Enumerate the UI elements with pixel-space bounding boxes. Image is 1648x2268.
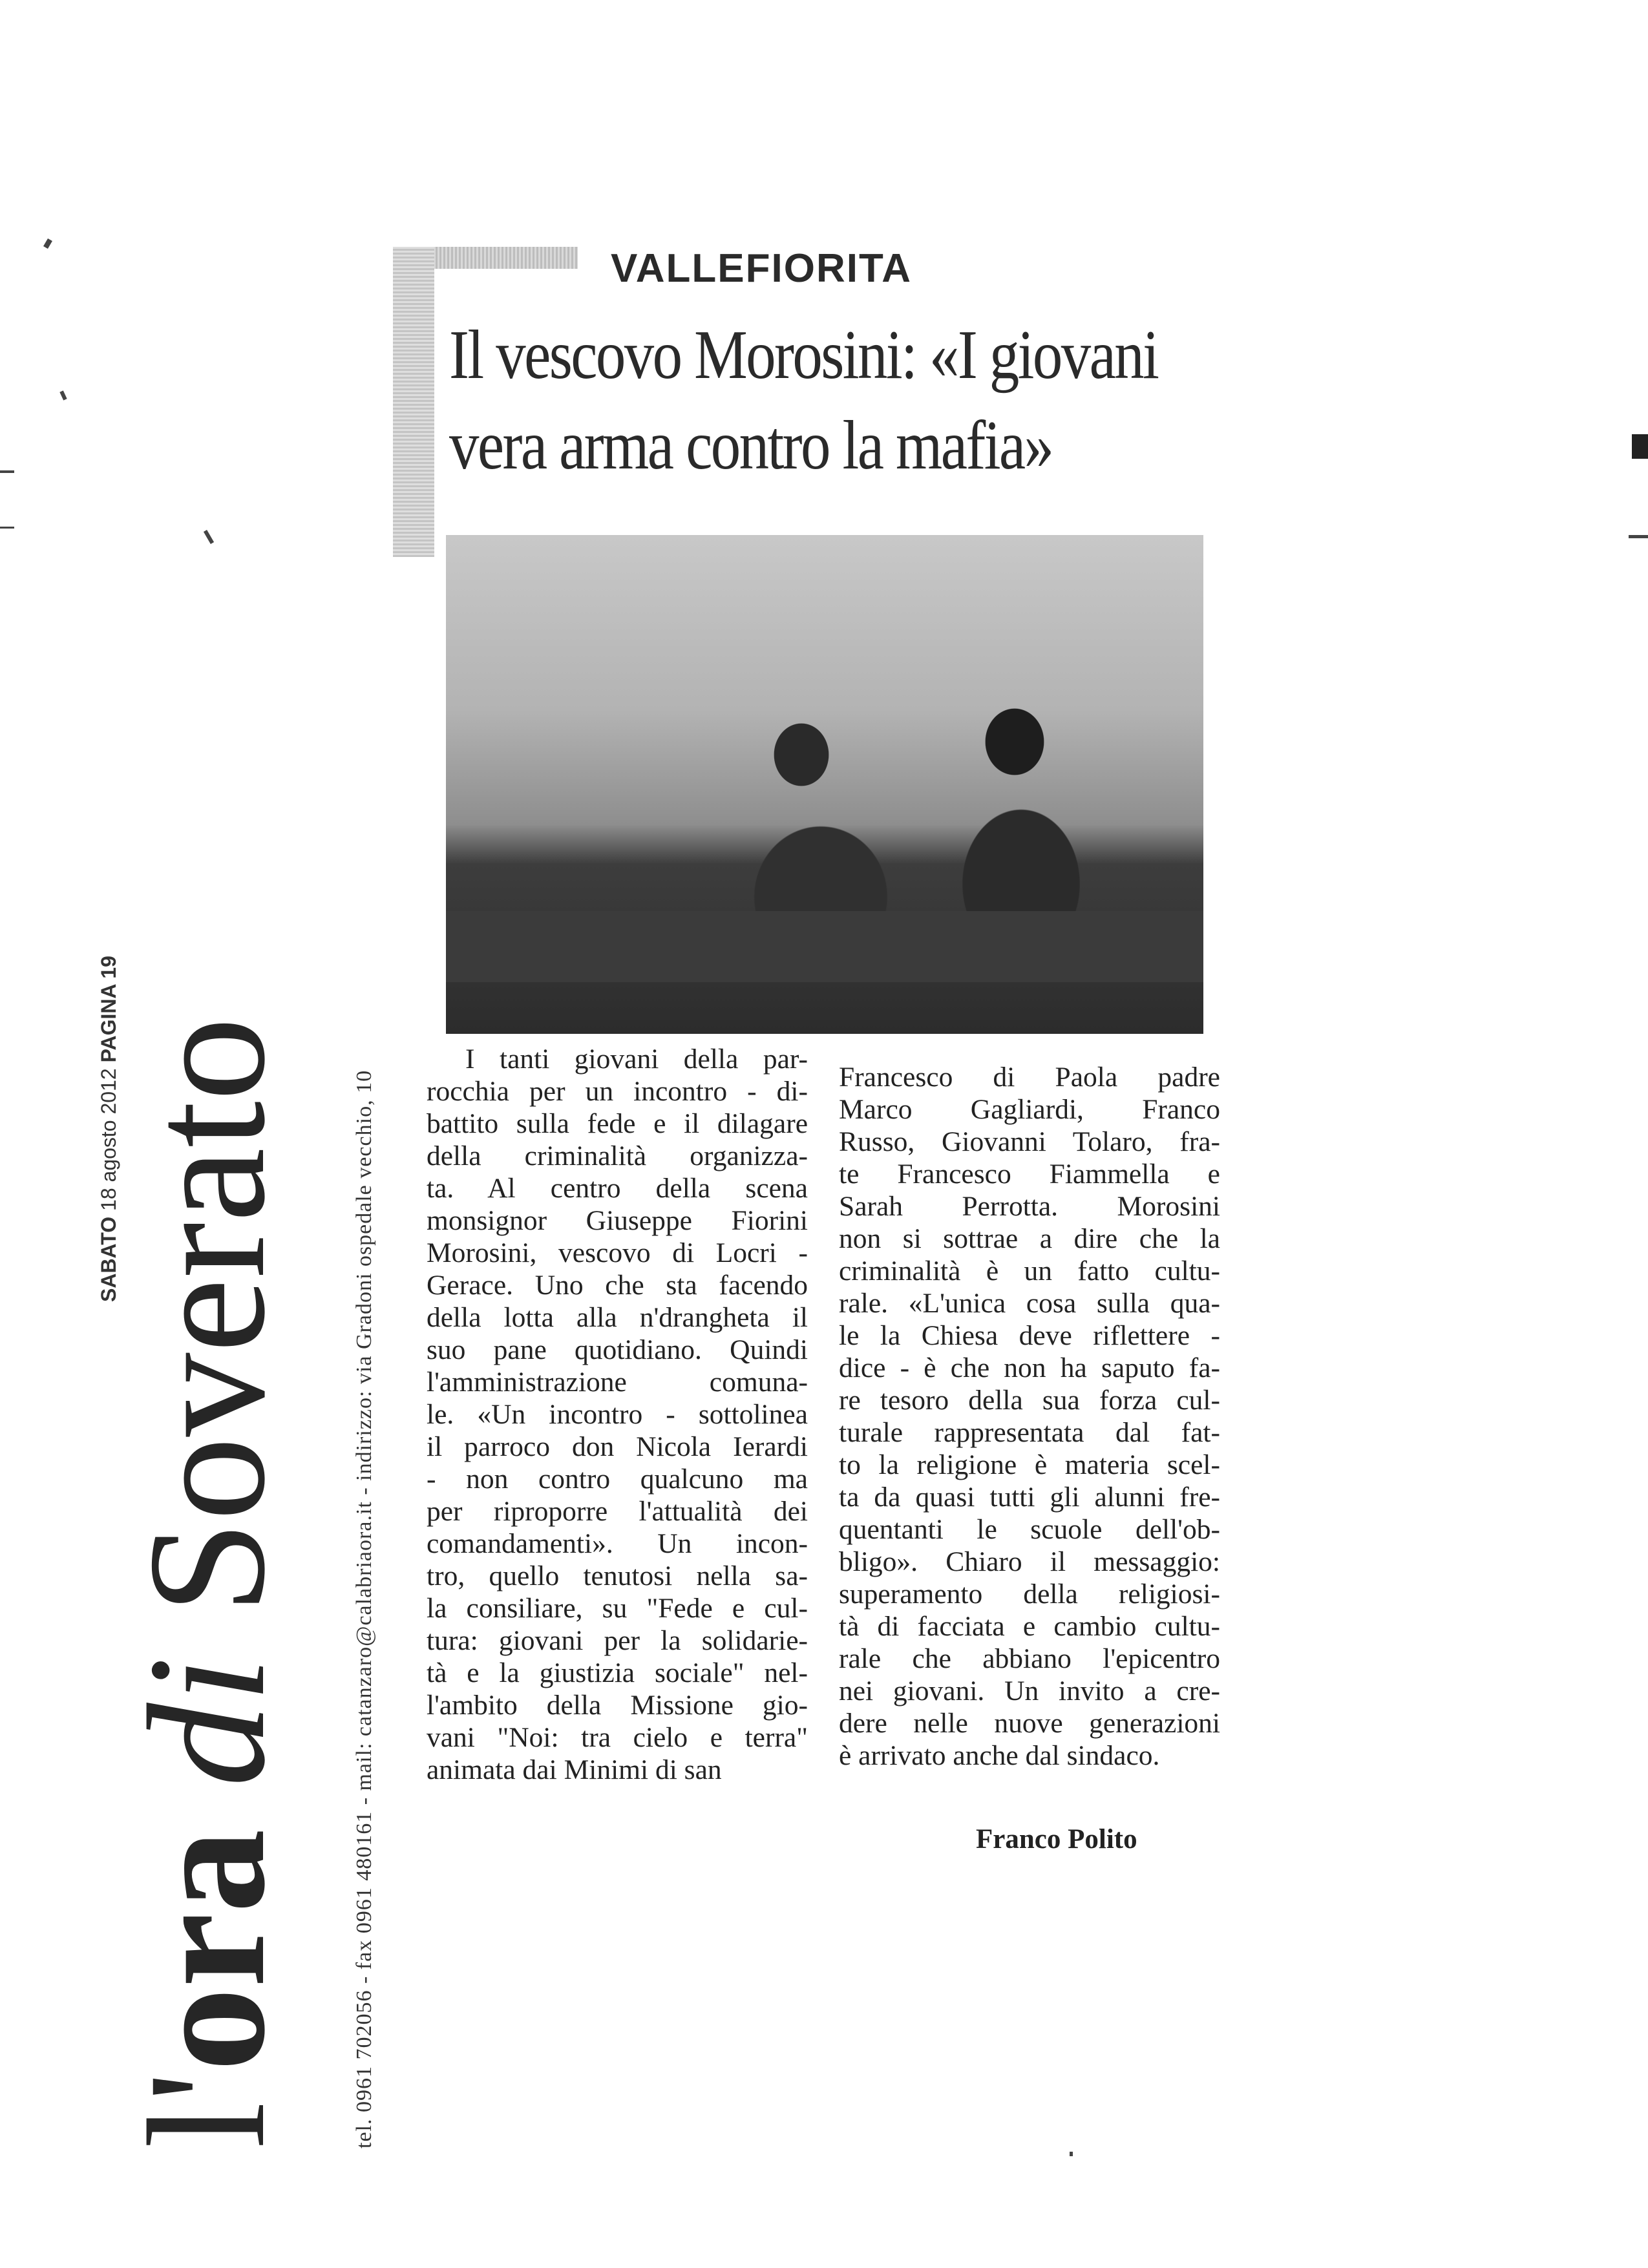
body-line: I tanti giovani della par- — [465, 1044, 808, 1075]
scan-edge-mark — [0, 527, 14, 529]
body-line: della criminalità organizza- — [427, 1140, 808, 1171]
masthead — [97, 921, 376, 2148]
dateline-page: PAGINA 19 — [97, 956, 120, 1063]
body-line: te Francesco Fiammella e — [839, 1159, 1220, 1190]
article-column-1 — [427, 1043, 808, 1786]
body-line: rale che abbiano l'epicentro — [839, 1643, 1220, 1674]
masthead-title-l: l' — [114, 2071, 300, 2148]
body-line: le la Chiesa deve riflettere - — [839, 1320, 1220, 1351]
body-line: bligo». Chiaro il messaggio: — [839, 1546, 1220, 1577]
body-line: animata dai Minimi di san — [427, 1754, 722, 1785]
scan-speck — [204, 530, 214, 544]
article-photo — [446, 535, 1203, 1034]
masthead-title — [114, 1017, 300, 2148]
body-line: superamento della religiosi- — [839, 1579, 1220, 1610]
body-line: monsignor Giuseppe Fiorini — [427, 1205, 808, 1236]
body-line: turale rappresentata dal fat- — [839, 1417, 1220, 1448]
masthead-contacts: tel. 0961 702056 - fax 0961 480161 - mail: catanzaro@calabriaora.it - indirizzo: via Gradoni ospedale vecchio, 10 — [352, 1069, 376, 2148]
body-line: le. «Un incontro - sottolinea — [427, 1399, 808, 1430]
body-line: - non contro qualcuno ma — [427, 1464, 808, 1495]
article-byline: Franco Polito — [976, 1824, 1137, 1854]
article-column-2 — [839, 1061, 1220, 1772]
masthead-title-soverato: Soverato — [114, 1017, 300, 1615]
body-line: Morosini, vescovo di Locri - — [427, 1237, 808, 1268]
body-line: battito sulla fede e il dilagare — [427, 1108, 808, 1139]
body-line: Francesco di Paola padre — [839, 1062, 1220, 1093]
body-line: Gerace. Uno che sta facendo — [427, 1270, 808, 1301]
body-line: Sarah Perrotta. Morosini — [839, 1191, 1220, 1222]
scan-edge-mark — [1632, 434, 1648, 459]
article-kicker: VALLEFIORITA — [611, 246, 912, 291]
scan-speck — [59, 390, 67, 400]
headline-line-2: vera arma contro la mafia» — [449, 407, 1053, 484]
body-line: vani "Noi: tra cielo e terra" — [427, 1722, 808, 1753]
body-line: suo pane quotidiano. Quindi — [427, 1334, 808, 1365]
body-line: rocchia per un incontro - di- — [427, 1076, 808, 1107]
scan-speck — [43, 238, 52, 249]
body-line: ta da quasi tutti gli alunni fre- — [839, 1482, 1220, 1513]
body-line: tura: giovani per la solidarie- — [427, 1625, 808, 1656]
body-line: rale. «L'unica cosa sulla qua- — [839, 1288, 1220, 1319]
body-line: tro, quello tenutosi nella sa- — [427, 1560, 808, 1591]
body-line: dice - è che non ha saputo fa- — [839, 1352, 1220, 1383]
body-line: tà di facciata e cambio cultu- — [839, 1611, 1220, 1642]
dateline-date: 18 agosto 2012 — [97, 1068, 120, 1211]
article-headline — [449, 310, 1158, 491]
headline-line-1: Il vescovo Morosini: «I giovani — [449, 317, 1158, 394]
body-line: per riproporre l'attualità dei — [427, 1496, 808, 1527]
body-line: l'amministrazione comuna- — [427, 1367, 808, 1398]
masthead-title-di: di — [114, 1614, 300, 1829]
body-line: comandamenti». Un incon- — [427, 1528, 808, 1559]
scan-speck — [1070, 2152, 1073, 2156]
body-line: l'ambito della Missione gio- — [427, 1690, 808, 1721]
scan-edge-mark — [1629, 535, 1648, 538]
masthead-title-ora: ora — [114, 1829, 300, 2072]
body-line: non si sottrae a dire che la — [839, 1223, 1220, 1254]
body-line: Russo, Giovanni Tolaro, fra- — [839, 1126, 1220, 1157]
body-line: to la religione è materia scel- — [839, 1449, 1220, 1480]
dateline-day: SABATO — [97, 1216, 120, 1302]
scan-edge-mark — [0, 470, 14, 473]
body-line: tà e la giustizia sociale" nel- — [427, 1657, 808, 1688]
body-line: re tesoro della sua forza cul- — [839, 1385, 1220, 1416]
body-line: quentanti le scuole dell'ob- — [839, 1514, 1220, 1545]
body-line: è arrivato anche dal sindaco. — [839, 1740, 1160, 1771]
body-line: nei giovani. Un invito a cre- — [839, 1675, 1220, 1706]
body-line: criminalità è un fatto cultu- — [839, 1255, 1220, 1286]
body-line: ta. Al centro della scena — [427, 1173, 808, 1204]
body-line: dere nelle nuove generazioni — [839, 1708, 1220, 1739]
headline-bracket-side — [393, 247, 434, 557]
body-line: della lotta alla n'drangheta il — [427, 1302, 808, 1333]
body-line: la consiliare, su "Fede e cul- — [427, 1593, 808, 1624]
body-line: il parroco don Nicola Ierardi — [427, 1431, 808, 1462]
body-line: Marco Gagliardi, Franco — [839, 1094, 1220, 1125]
